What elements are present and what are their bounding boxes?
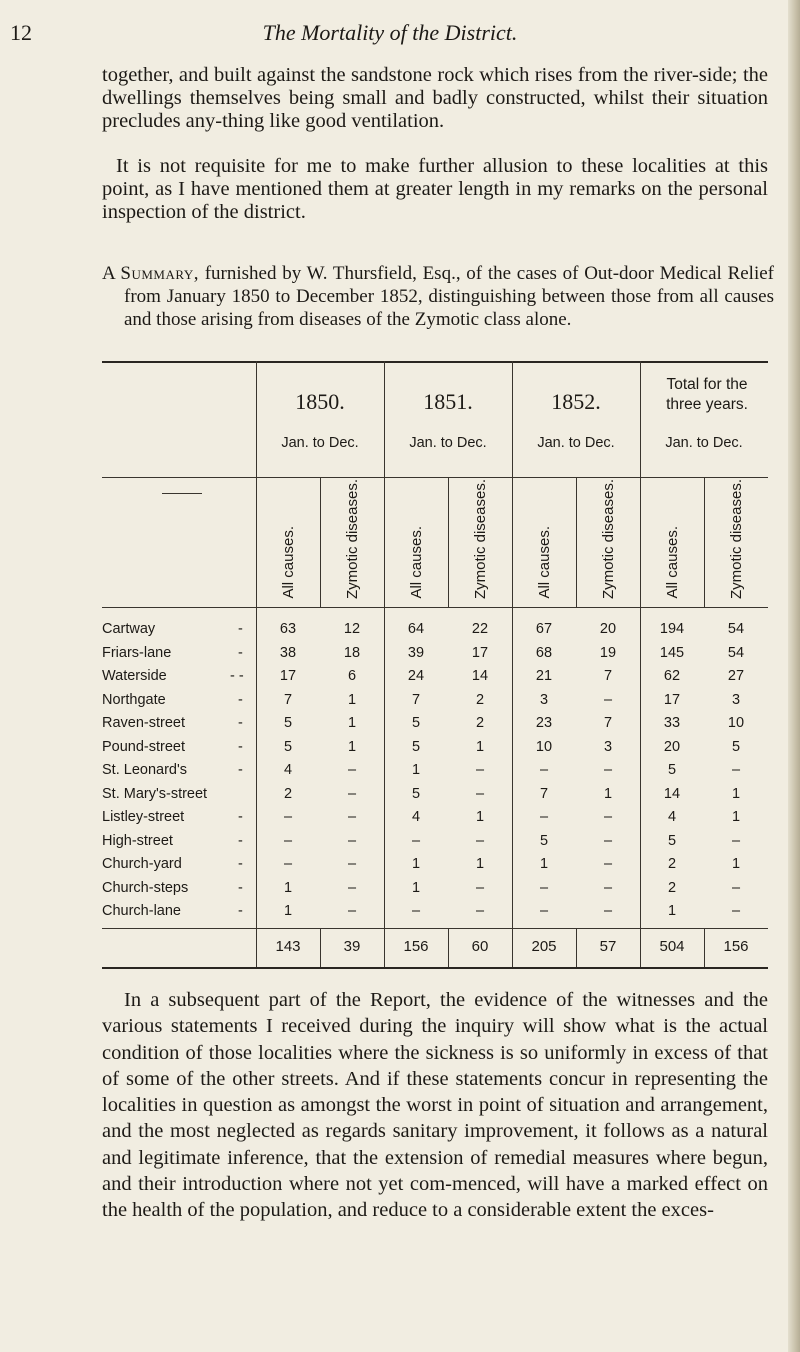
paragraph-3: In a subsequent part of the Report, the evidence of the witnesses and the various statements I received during the inquiry will show what is the actual condition of those localities where the sickness is so uniformly in excess of that of some of the other streets. And if these statements concur in representing the localities in question as amongst the worst in point of situation and arrangement, and the most neglected as regards sanitary improvement, it follows as a natural and legitimate inference, that the extension of remedial measures where begun, and their introduction where not yet com-menced, will have a marked effect on the health of the population, and reduce to a considerable extent the exces- xyxy=(102,989,768,1222)
table-cell: 2 xyxy=(475,715,485,731)
all-causes-header: All causes. xyxy=(408,526,425,599)
table-cell: 24 xyxy=(407,668,425,684)
table-cell: – xyxy=(411,832,421,849)
table-cell: 7 xyxy=(603,668,613,684)
corner-dash xyxy=(162,493,202,494)
row-label: Listley-street xyxy=(102,809,185,825)
table-cell: 22 xyxy=(471,621,489,637)
table-cell: 54 xyxy=(727,621,745,637)
total-sub-rule-2 xyxy=(448,928,449,967)
table-cell: 1 xyxy=(347,691,357,708)
table-bottom-rule xyxy=(102,967,768,969)
year-heading: 1850. xyxy=(295,389,345,414)
running-title: The Mortality of the District. xyxy=(262,20,518,45)
group-rule-1 xyxy=(256,361,257,967)
year-range: Jan. to Dec. xyxy=(409,435,487,451)
table-cell: 12 xyxy=(343,621,361,637)
table-cell: 1 xyxy=(475,856,485,872)
row-dash: - xyxy=(238,832,243,849)
summary-smallcaps: Summary, xyxy=(120,263,199,284)
header-rule xyxy=(102,477,768,478)
table-cell: 19 xyxy=(599,644,617,661)
table-cell: 1 xyxy=(347,715,357,731)
total-sub-rule-1 xyxy=(320,928,321,967)
all-causes-header: All causes. xyxy=(280,526,297,599)
table-cell: 1 xyxy=(731,809,741,825)
table-cell: 68 xyxy=(535,644,553,661)
table-cell: – xyxy=(539,809,549,825)
table-cell: – xyxy=(539,762,549,778)
table-cell: 18 xyxy=(343,644,361,661)
table-cell: 1 xyxy=(539,856,549,872)
row-dash: - xyxy=(238,879,243,896)
row-label: St. Mary's-street xyxy=(102,785,208,802)
all-causes-header: All causes. xyxy=(664,526,681,599)
table-cell: 7 xyxy=(283,691,293,708)
table-cell: 194 xyxy=(659,621,685,637)
table-cell: – xyxy=(347,879,357,896)
total-cell: 60 xyxy=(471,938,489,955)
table-cell: 1 xyxy=(731,856,741,872)
sub-rule-4 xyxy=(704,477,705,607)
table-cell: – xyxy=(603,762,613,778)
row-label: St. Leonard's xyxy=(102,762,187,778)
table-cell: 1 xyxy=(283,903,293,919)
table-cell: 14 xyxy=(663,785,681,802)
table-cell: 33 xyxy=(663,715,681,731)
table-cell: – xyxy=(603,809,613,825)
row-dash: - xyxy=(238,738,243,755)
summary-lead: A xyxy=(102,263,115,284)
zymotic-header: Zymotic diseases. xyxy=(344,478,361,599)
year-heading: 1851. xyxy=(423,389,473,414)
table-cell: – xyxy=(475,903,485,919)
table-cell: 63 xyxy=(279,621,297,637)
group-rule-4 xyxy=(640,361,641,967)
table-cell: 64 xyxy=(407,621,425,637)
row-dash: - xyxy=(238,809,243,825)
group-rule-2 xyxy=(384,361,385,967)
table-cell: 67 xyxy=(535,621,553,637)
table-cell: 17 xyxy=(279,668,297,684)
table-cell: – xyxy=(347,903,357,919)
row-label: High-street xyxy=(102,832,173,849)
zymotic-header: Zymotic diseases. xyxy=(728,478,745,599)
total-cell: 57 xyxy=(599,938,617,955)
table-cell: 1 xyxy=(603,785,613,802)
paragraph-1: together, and built against the sandstone rock which rises from the river-side; the dwellings themselves being small and badly constructed, whilst their situation precludes any-thing like good ventilation. xyxy=(102,64,768,133)
table-cell: – xyxy=(347,832,357,849)
table-cell: – xyxy=(475,785,485,802)
table-cell: 3 xyxy=(603,738,613,755)
table-cell: 1 xyxy=(283,879,293,896)
total-cell: 156 xyxy=(723,938,749,955)
table-cell: 17 xyxy=(663,691,681,708)
table-cell: 5 xyxy=(411,715,421,731)
table-cell: 4 xyxy=(283,762,293,778)
row-label: Raven-street xyxy=(102,715,186,731)
sub-rule-1 xyxy=(320,477,321,607)
table-cell: 6 xyxy=(347,668,357,684)
table-cell: 10 xyxy=(727,715,745,731)
summary-caption xyxy=(102,262,774,331)
row-dash: - xyxy=(238,691,243,708)
relief-table xyxy=(102,361,768,969)
table-cell: 7 xyxy=(603,715,613,731)
row-dash: - - xyxy=(230,668,244,684)
table-cell: 2 xyxy=(283,785,293,802)
table-cell: 23 xyxy=(535,715,553,731)
table-cell: – xyxy=(539,879,549,896)
page-edge xyxy=(788,0,800,1352)
table-cell: 39 xyxy=(407,644,425,661)
table-cell: – xyxy=(603,856,613,872)
page-number: 12 xyxy=(10,20,32,45)
table-cell: – xyxy=(539,903,549,919)
table-cell: 2 xyxy=(667,879,677,896)
table-cell: – xyxy=(347,785,357,802)
table-cell: – xyxy=(603,691,613,708)
table-cell: 5 xyxy=(667,762,677,778)
total-cell: 143 xyxy=(275,938,301,955)
row-dash: - xyxy=(238,621,243,637)
table-cell: 7 xyxy=(539,785,549,802)
table-cell: – xyxy=(731,903,741,919)
table-cell: 5 xyxy=(667,832,677,849)
table-cell: 3 xyxy=(731,691,741,708)
total-cell: 39 xyxy=(343,938,361,955)
row-dash: - xyxy=(238,903,243,919)
table-cell: 10 xyxy=(535,738,553,755)
total-sub-rule-4 xyxy=(704,928,705,967)
zymotic-header: Zymotic diseases. xyxy=(472,478,489,599)
table-cell: – xyxy=(283,856,293,872)
table-cell: 62 xyxy=(663,668,681,684)
summary-text: furnished by W. Thursfield, Esq., of the cases of Out-door Medical Relief from January 1850 to December 1852, distinguishing between those from all causes and those arising from diseases of the Zymotic class alone. xyxy=(124,263,774,330)
table-cell: – xyxy=(347,856,357,872)
table-cell: – xyxy=(347,762,357,778)
page-header xyxy=(10,20,770,50)
row-label: Church-yard xyxy=(102,856,182,872)
year-heading: 1852. xyxy=(551,389,601,414)
table-cell: – xyxy=(283,832,293,849)
total-cell: 504 xyxy=(659,938,685,955)
table-cell: 1 xyxy=(475,738,485,755)
table-cell: 5 xyxy=(283,738,293,755)
table-cell: – xyxy=(731,762,741,778)
table-cell: 17 xyxy=(471,644,489,661)
zymotic-header: Zymotic diseases. xyxy=(600,478,617,599)
table-cell: – xyxy=(347,809,357,825)
total-cell: 156 xyxy=(403,938,429,955)
table-cell: 145 xyxy=(659,644,685,661)
table-cell: 54 xyxy=(727,644,745,661)
table-cell: 1 xyxy=(667,903,677,919)
table-cell: – xyxy=(731,879,741,896)
table-cell: – xyxy=(475,762,485,778)
row-dash: - xyxy=(238,644,243,661)
table-cell: 5 xyxy=(731,738,741,755)
total-heading: Total for the three years. xyxy=(666,376,748,413)
table-cell: 1 xyxy=(475,809,485,825)
group-rule-3 xyxy=(512,361,513,967)
table-cell: 5 xyxy=(411,738,421,755)
row-dash: - xyxy=(238,762,243,778)
paragraph-2: It is not requisite for me to make further allusion to these localities at this point, as I have mentioned them at greater length in my remarks on the personal inspection of the district. xyxy=(102,155,768,224)
body-rule xyxy=(102,607,768,608)
table-cell: – xyxy=(475,879,485,896)
table-cell: 5 xyxy=(411,785,421,802)
table-cell: 1 xyxy=(731,785,741,802)
table-cell: – xyxy=(475,832,485,849)
row-label: Waterside xyxy=(102,668,167,684)
table-cell: 2 xyxy=(667,856,677,872)
sub-rule-3 xyxy=(576,477,577,607)
row-label: Friars-lane xyxy=(102,644,172,661)
table-cell: 2 xyxy=(475,691,485,708)
table-cell: 1 xyxy=(411,879,421,896)
table-cell: – xyxy=(283,809,293,825)
table-cell: 3 xyxy=(539,691,549,708)
table-cell: 27 xyxy=(727,668,745,684)
row-label: Church-lane xyxy=(102,903,181,919)
table-cell: 21 xyxy=(535,668,553,684)
table-top-rule xyxy=(102,361,768,363)
table-cell: 20 xyxy=(599,621,617,637)
totals-rule xyxy=(102,928,768,929)
table-cell: – xyxy=(603,879,613,896)
table-cell: 7 xyxy=(411,691,421,708)
row-label: Church-steps xyxy=(102,879,189,896)
table-cell: 38 xyxy=(279,644,297,661)
row-label: Northgate xyxy=(102,691,166,708)
year-range: Jan. to Dec. xyxy=(665,435,743,451)
table-cell: 1 xyxy=(347,738,357,755)
all-causes-header: All causes. xyxy=(536,526,553,599)
table-cell: 1 xyxy=(411,856,421,872)
year-range: Jan. to Dec. xyxy=(281,435,359,451)
total-cell: 205 xyxy=(531,938,557,955)
table-cell: – xyxy=(603,903,613,919)
table-cell: – xyxy=(603,832,613,849)
table-cell: 5 xyxy=(539,832,549,849)
sub-rule-2 xyxy=(448,477,449,607)
table-cell: 1 xyxy=(411,762,421,778)
total-sub-rule-3 xyxy=(576,928,577,967)
row-dash: - xyxy=(238,856,243,872)
table-cell: – xyxy=(411,903,421,919)
table-cell: 14 xyxy=(471,668,489,684)
table-cell: 4 xyxy=(411,809,421,825)
row-label: Pound-street xyxy=(102,738,186,755)
table-cell: 4 xyxy=(667,809,677,825)
table-cell: 20 xyxy=(663,738,681,755)
row-label: Cartway xyxy=(102,621,156,637)
table-cell: 5 xyxy=(283,715,293,731)
year-range: Jan. to Dec. xyxy=(537,435,615,451)
table-cell: – xyxy=(731,832,741,849)
row-dash: - xyxy=(238,715,243,731)
